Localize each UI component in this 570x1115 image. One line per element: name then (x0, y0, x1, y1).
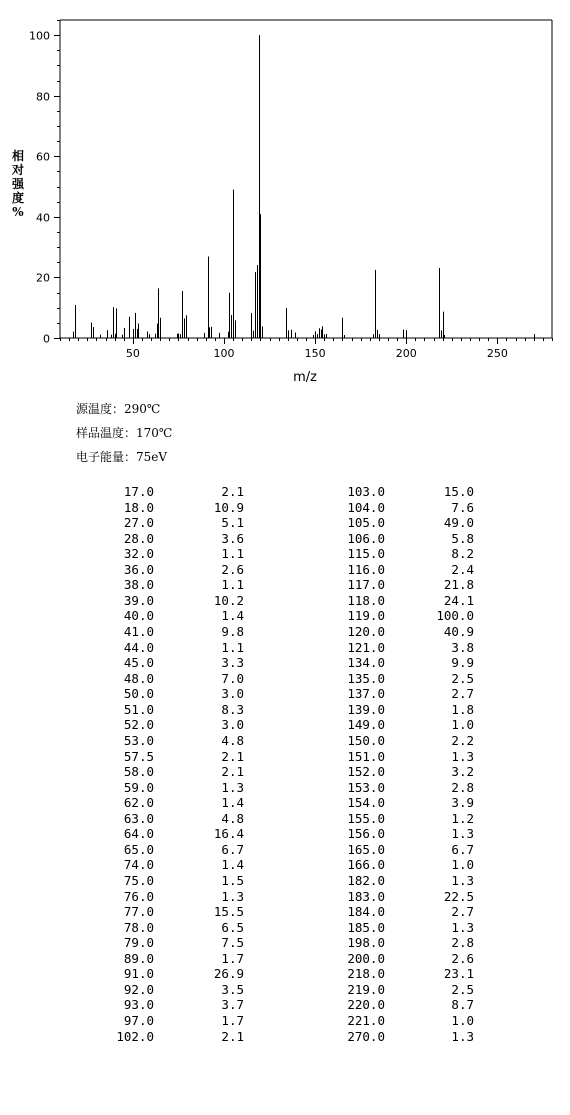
intensity-left: 1.1 (221, 577, 244, 593)
table-row (0, 764, 570, 780)
mz-left: 59.0 (123, 779, 154, 795)
y-axis-label (11, 148, 25, 219)
x-axis (60, 338, 553, 360)
mz-left: 97.0 (123, 1013, 154, 1029)
intensity-right: 2.2 (451, 732, 474, 748)
mz-left: 48.0 (123, 670, 154, 686)
y-tick-label: 20 (36, 271, 50, 285)
intensity-right: 100.0 (436, 608, 474, 624)
table-row (0, 749, 570, 765)
mz-right: 116.0 (347, 561, 385, 577)
table-row (0, 655, 570, 671)
table-row (0, 857, 570, 873)
intensity-left: 2.1 (221, 1028, 244, 1044)
mz-left: 17.0 (123, 484, 154, 499)
intensity-left: 1.1 (221, 639, 244, 655)
intensity-right: 21.8 (443, 577, 474, 593)
table-row (0, 1029, 570, 1045)
y-tick-label: 60 (36, 150, 50, 164)
table-row (0, 842, 570, 858)
mz-right: 139.0 (347, 701, 385, 717)
table-row (0, 717, 570, 733)
intensity-left: 1.7 (221, 950, 244, 966)
mz-left: 93.0 (123, 997, 154, 1013)
y-tick-label: 0 (43, 332, 50, 346)
intensity-right: 2.4 (451, 561, 474, 577)
intensity-left: 4.8 (221, 732, 244, 748)
mz-right: 150.0 (347, 732, 385, 748)
peak-bars (74, 35, 535, 338)
table-row (0, 795, 570, 811)
table-row (0, 997, 570, 1013)
mz-left: 91.0 (123, 966, 154, 982)
intensity-right: 1.2 (451, 810, 474, 826)
svg-text:相对强度%: 相对强度% (11, 149, 25, 219)
intensity-right: 22.5 (443, 888, 474, 904)
mz-right: 152.0 (347, 764, 385, 780)
intensity-right: 2.5 (451, 670, 474, 686)
intensity-right: 6.7 (451, 841, 474, 857)
intensity-right: 49.0 (443, 515, 474, 531)
mz-left: 39.0 (123, 592, 154, 608)
table-row (0, 780, 570, 796)
table-row (0, 624, 570, 640)
intensity-left: 2.6 (221, 561, 244, 577)
mz-right: 221.0 (347, 1013, 385, 1029)
mz-left: 18.0 (123, 499, 154, 515)
table-row (0, 966, 570, 982)
intensity-left: 6.7 (221, 841, 244, 857)
mz-left: 28.0 (123, 530, 154, 546)
intensity-right: 1.3 (451, 919, 474, 935)
intensity-right: 3.8 (451, 639, 474, 655)
mz-left: 44.0 (123, 639, 154, 655)
mz-left: 36.0 (123, 561, 154, 577)
mz-right: 151.0 (347, 748, 385, 764)
mz-right: 155.0 (347, 810, 385, 826)
mz-right: 156.0 (347, 826, 385, 842)
mz-right: 184.0 (347, 904, 385, 920)
mz-left: 45.0 (123, 655, 154, 671)
mz-left: 76.0 (123, 888, 154, 904)
mz-left: 65.0 (123, 841, 154, 857)
y-tick-label: 40 (36, 211, 50, 225)
mz-right: 220.0 (347, 997, 385, 1013)
mz-right: 121.0 (347, 639, 385, 655)
table-row (0, 562, 570, 578)
intensity-left: 3.5 (221, 981, 244, 997)
intensity-left: 3.0 (221, 686, 244, 702)
intensity-left: 9.8 (221, 624, 244, 640)
mz-left: 92.0 (123, 981, 154, 997)
y-axis (29, 20, 60, 346)
intensity-left: 1.3 (221, 888, 244, 904)
intensity-left: 4.8 (221, 810, 244, 826)
table-row (0, 671, 570, 687)
table-row (0, 826, 570, 842)
table-row (0, 500, 570, 516)
intensity-left: 1.1 (221, 546, 244, 562)
intensity-right: 3.2 (451, 764, 474, 780)
mz-right: 149.0 (347, 717, 385, 733)
table-row (0, 873, 570, 889)
intensity-left: 1.4 (221, 857, 244, 873)
mz-right: 115.0 (347, 546, 385, 562)
mz-right: 198.0 (347, 935, 385, 951)
intensity-left: 6.5 (221, 919, 244, 935)
mz-right: 119.0 (347, 608, 385, 624)
intensity-left: 26.9 (213, 966, 244, 982)
intensity-right: 1.3 (451, 1028, 474, 1044)
x-tick-label: 150 (304, 347, 326, 360)
intensity-right: 15.0 (443, 484, 474, 499)
mz-right: 183.0 (347, 888, 385, 904)
intensity-right: 1.8 (451, 701, 474, 717)
intensity-right: 2.7 (451, 904, 474, 920)
plot-frame (60, 20, 552, 338)
mz-right: 117.0 (347, 577, 385, 593)
mz-left: 57.5 (123, 748, 154, 764)
mz-left: 74.0 (123, 857, 154, 873)
mz-left: 41.0 (123, 624, 154, 640)
intensity-left: 2.1 (221, 764, 244, 780)
mz-left: 32.0 (123, 546, 154, 562)
intensity-right: 40.9 (443, 624, 474, 640)
mz-right: 134.0 (347, 655, 385, 671)
table-row (0, 640, 570, 656)
mz-right: 120.0 (347, 624, 385, 640)
mass-spectrum-chart (0, 0, 570, 395)
intensity-right: 8.7 (451, 997, 474, 1013)
intensity-left: 1.3 (221, 779, 244, 795)
intensity-right: 1.3 (451, 826, 474, 842)
mz-left: 53.0 (123, 732, 154, 748)
electron-energy: 电子能量：75eV (76, 450, 168, 464)
intensity-right: 1.0 (451, 857, 474, 873)
mz-left: 63.0 (123, 810, 154, 826)
y-tick-label: 80 (36, 90, 50, 104)
intensity-left: 10.9 (213, 499, 244, 515)
mz-left: 62.0 (123, 795, 154, 811)
intensity-right: 1.0 (451, 1013, 474, 1029)
intensity-right: 3.9 (451, 795, 474, 811)
intensity-right: 5.8 (451, 530, 474, 546)
mz-left: 51.0 (123, 701, 154, 717)
intensity-left: 1.4 (221, 608, 244, 624)
intensity-right: 1.0 (451, 717, 474, 733)
mz-right: 182.0 (347, 873, 385, 888)
mz-right: 219.0 (347, 981, 385, 997)
intensity-left: 8.3 (221, 701, 244, 717)
table-row (0, 546, 570, 562)
table-row (0, 811, 570, 827)
mz-right: 106.0 (347, 530, 385, 546)
intensity-right: 24.1 (443, 592, 474, 608)
x-axis-label: m/z (293, 370, 317, 385)
intensity-right: 1.3 (451, 748, 474, 764)
y-tick-label: 100 (29, 29, 50, 43)
mz-left: 38.0 (123, 577, 154, 593)
table-row (0, 1013, 570, 1029)
intensity-left: 3.0 (221, 717, 244, 733)
intensity-right: 2.8 (451, 779, 474, 795)
acquisition-conditions (76, 397, 172, 469)
mz-right: 165.0 (347, 841, 385, 857)
table-row (0, 702, 570, 718)
sample-temperature: 样品温度：170℃ (76, 426, 173, 440)
mz-left: 27.0 (123, 515, 154, 531)
mz-right: 185.0 (347, 919, 385, 935)
intensity-left: 2.1 (221, 484, 244, 499)
table-row (0, 577, 570, 593)
table-row (0, 935, 570, 951)
mz-left: 89.0 (123, 950, 154, 966)
table-row (0, 593, 570, 609)
table-row (0, 889, 570, 905)
intensity-left: 16.4 (213, 826, 244, 842)
table-row (0, 531, 570, 547)
source-temperature: 源温度：290℃ (76, 402, 161, 416)
mz-right: 153.0 (347, 779, 385, 795)
mz-left: 78.0 (123, 919, 154, 935)
intensity-right: 2.8 (451, 935, 474, 951)
intensity-right: 8.2 (451, 546, 474, 562)
intensity-left: 7.5 (221, 935, 244, 951)
table-row (0, 904, 570, 920)
mz-right: 118.0 (347, 592, 385, 608)
mz-right: 200.0 (347, 950, 385, 966)
intensity-left: 15.5 (213, 904, 244, 920)
intensity-right: 1.3 (451, 873, 474, 888)
mz-left: 79.0 (123, 935, 154, 951)
mz-right: 135.0 (347, 670, 385, 686)
table-row (0, 920, 570, 936)
intensity-right: 23.1 (443, 966, 474, 982)
intensity-left: 2.1 (221, 748, 244, 764)
intensity-left: 3.3 (221, 655, 244, 671)
intensity-right: 7.6 (451, 499, 474, 515)
table-row (0, 515, 570, 531)
mz-left: 102.0 (116, 1028, 154, 1044)
mz-right: 103.0 (347, 484, 385, 499)
intensity-left: 1.5 (221, 873, 244, 888)
table-row (0, 982, 570, 998)
mz-right: 270.0 (347, 1028, 385, 1044)
mz-left: 75.0 (123, 873, 154, 888)
intensity-right: 2.5 (451, 981, 474, 997)
table-row (0, 686, 570, 702)
mz-left: 52.0 (123, 717, 154, 733)
intensity-left: 10.2 (213, 592, 244, 608)
table-row (0, 951, 570, 967)
mz-right: 137.0 (347, 686, 385, 702)
table-row (0, 733, 570, 749)
intensity-left: 5.1 (221, 515, 244, 531)
intensity-left: 3.7 (221, 997, 244, 1013)
mz-left: 50.0 (123, 686, 154, 702)
table-row (0, 608, 570, 624)
intensity-left: 1.7 (221, 1013, 244, 1029)
intensity-left: 1.4 (221, 795, 244, 811)
x-tick-label: 50 (125, 347, 140, 360)
mz-left: 77.0 (123, 904, 154, 920)
intensity-left: 3.6 (221, 530, 244, 546)
mz-right: 166.0 (347, 857, 385, 873)
intensity-right: 9.9 (451, 655, 474, 671)
intensity-right: 2.6 (451, 950, 474, 966)
mz-left: 40.0 (123, 608, 154, 624)
x-tick-label: 250 (486, 347, 508, 360)
mz-right: 218.0 (347, 966, 385, 982)
x-tick-label: 200 (395, 347, 417, 360)
mz-left: 58.0 (123, 764, 154, 780)
table-row (0, 484, 570, 500)
x-tick-label: 100 (213, 347, 235, 360)
intensity-right: 2.7 (451, 686, 474, 702)
intensity-left: 7.0 (221, 670, 244, 686)
mz-right: 154.0 (347, 795, 385, 811)
mz-right: 104.0 (347, 499, 385, 515)
mz-right: 105.0 (347, 515, 385, 531)
mz-left: 64.0 (123, 826, 154, 842)
